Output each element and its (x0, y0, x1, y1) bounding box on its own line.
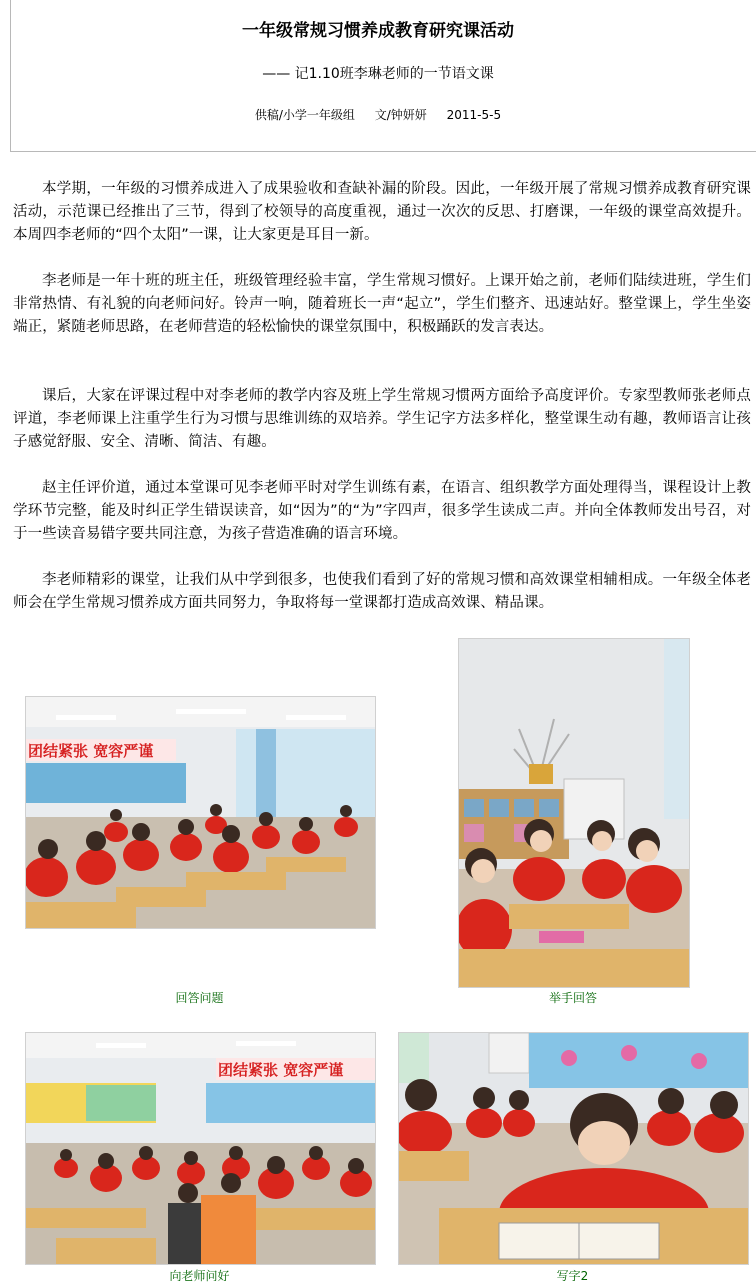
paragraph-2: 李老师是一年十班的班主任，班级管理经验丰富，学生常规习惯好。上课开始之前，老师们陆续进班，学生们非常热情、有礼貌的向老师问好。铃声一响，随着班长一声“起立”，学生们整齐、迅速站好。整堂课上，学生坐姿端正，紧随老师思路，在老师营造的轻松愉快的课堂氛围中，积极踊跃的发言表达。 (13, 273, 751, 335)
photo-answering-questions (25, 696, 376, 929)
header-divider (10, 151, 756, 152)
paragraph-3: 课后，大家在评课过程中对李老师的教学内容及班上学生常规习惯两方面给予高度评价。专家型教师张老师点评道，李老师课上注重学生行为习惯与思维训练的双培养。学生记字方法多样化，整堂课生动有趣，教师语言让孩子感觉舒服、安全、清晰、简洁、有趣。 (13, 388, 751, 450)
meta-source: 供稿/小学一年级组 (254, 108, 355, 122)
caption-greeting-teacher: 向老师问好 (169, 1269, 230, 1283)
caption-writing: 写字2 (556, 1269, 589, 1283)
photo1-banner: 团结紧张 宽容严谨 (28, 742, 154, 760)
paragraph-5: 李老师精彩的课堂，让我们从中学到很多，也使我们看到了好的常规习惯和高效课堂相辅相成。一年级全体老师会在学生常规习惯养成方面共同努力，争取将每一堂课都打造成高效课、精品课。 (13, 572, 751, 611)
photo-raising-hands (458, 638, 690, 988)
photo3-banner: 团结紧张 宽容严谨 (218, 1061, 344, 1079)
caption-answering-questions: 回答问题 (175, 991, 224, 1005)
photo-greeting-teacher (25, 1032, 376, 1265)
article-title: 一年级常规习惯养成教育研究课活动 (242, 21, 514, 41)
article-subtitle: —— 记1.10班李琳老师的一节语文课 (262, 66, 494, 82)
paragraph-1: 本学期，一年级的习惯养成进入了成果验收和查缺补漏的阶段。因此，一年级开展了常规习惯养成教育研究课活动，示范课已经推出了三节，得到了校领导的高度重视，通过一次次的反思、打磨课，一年级的课堂高效提升。本周四李老师的“四个太阳”一课，让大家更是耳目一新。 (13, 181, 751, 243)
article-meta (0, 106, 756, 123)
photo-writing (398, 1032, 749, 1265)
meta-date: 2011-5-5 (446, 108, 502, 122)
paragraph-4: 赵主任评价道，通过本堂课可见李老师平时对学生训练有素，在语言、组织教学方面处理得当，课程设计上教学环节完整，能及时纠正学生错误读音，如“因为”的“为”字四声，很多学生读成二声。并向全体教师发出号召，对于一些读音易错字要共同注意，为孩子营造准确的语言环境。 (13, 480, 751, 542)
caption-raising-hands: 举手回答 (548, 991, 597, 1005)
meta-author: 文/钟妍妍 (374, 108, 427, 122)
